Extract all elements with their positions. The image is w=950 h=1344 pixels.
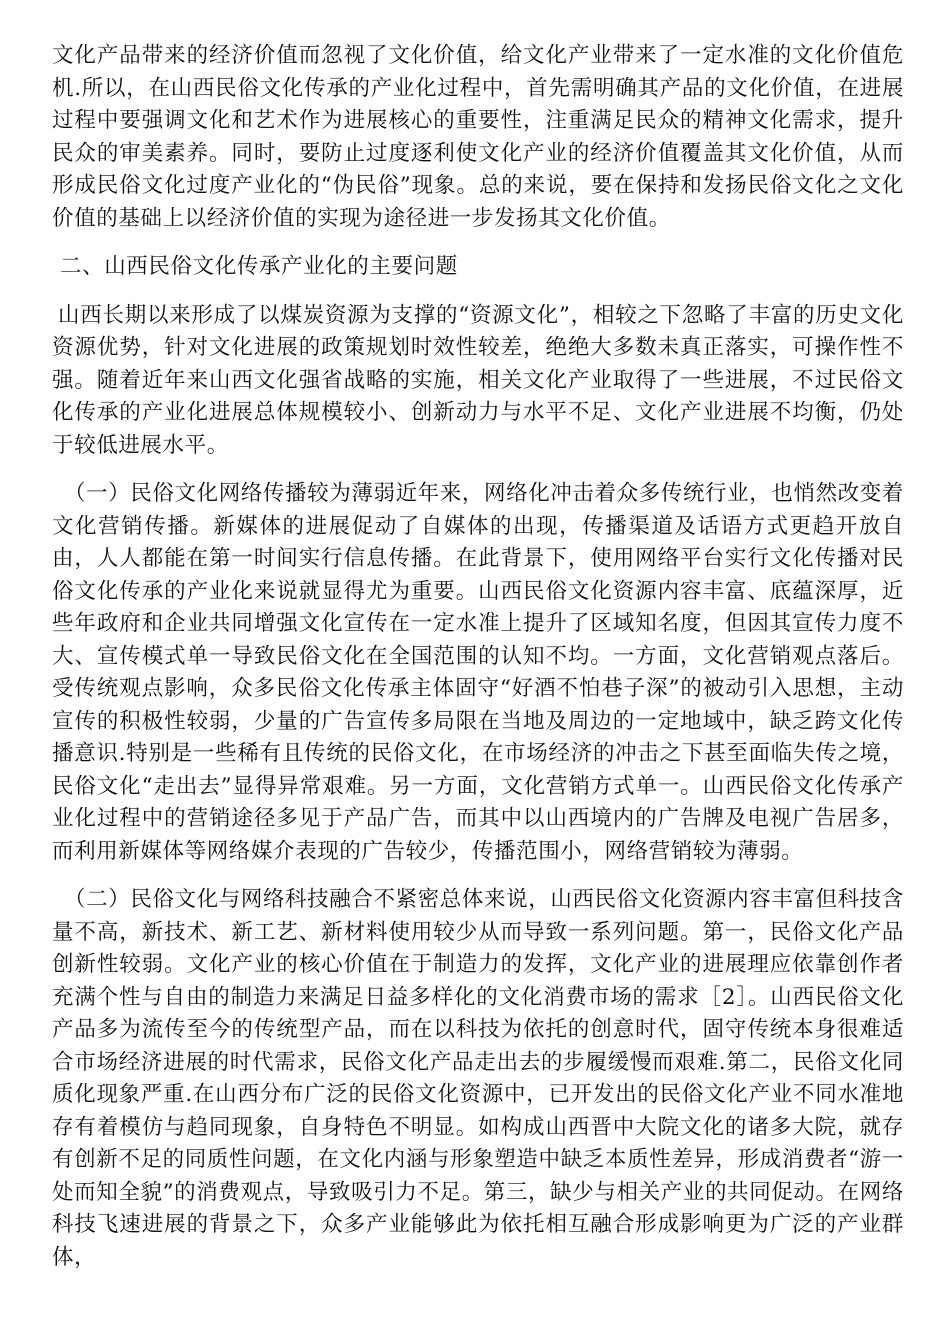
body-paragraph: （一）民俗文化网络传播较为薄弱近年来，网络化冲击着众多传统行业，也悄然改变着文化营销传播。新媒体的进展促动了自媒体的出现，传播渠道及话语方式更趋开放自由，人人都能在第一时间实行信息传播。在此背景下，使用网络平台实行文化传播对民俗文化传承的产业化来说就显得尤为重要。山西民俗文化资源内容丰富、底蕴深厚，近些年政府和企业共同增强文化宣传在一定水准上提升了区域知名度，但因其宣传力度不大、宣传模式单一导致民俗文化在全国范围的认知不均。一方面，文化营销观点落后。受传统观点影响，众多民俗文化传承主体固守“好酒不怕巷子深”的被动引入思想，主动宣传的积极性较弱，少量的广告宣传多局限在当地及周边的一定地域中，缺乏跨文化传播意识.特别是一些稀有且传统的民俗文化，在市场经济的冲击之下甚至面临失传之境，民俗文化“走出去”显得异常艰难。另一方面，文化营销方式单一。山西民俗文化传承产业化过程中的营销途径多见于产品广告，而其中以山西境内的广告牌及电视广告居多，而利用新媒体等网络媒介表现的广告较少，传播范围小，网络营销较为薄弱。 xyxy=(52,481,904,864)
section-heading: 二、山西民俗文化传承产业化的主要问题 xyxy=(60,254,458,279)
body-paragraph: 山西长期以来形成了以煤炭资源为支撑的“资源文化”，相较之下忽略了丰富的历史文化资源优势，针对文化进展的政策规划时效性较差，绝绝大多数未真正落实，可操作性不强。随着近年来山西文化强省战略的实施，相关文化产业取得了一些进展，不过民俗文化传承的产业化进展总体规模较小、创新动力与水平不足、文化产业进展不均衡，仍处于较低进展水平。 xyxy=(52,302,904,458)
body-paragraph: （二）民俗文化与网络科技融合不紧密总体来说，山西民俗文化资源内容丰富但科技含量不高，新技术、新工艺、新材料使用较少从而导致一系列问题。第一，民俗文化产品创新性较弱。文化产业的核心价值在于制造力的发挥，文化产业的进展理应依靠创作者充满个性与自由的制造力来满足日益多样化的文化消费市场的需求［2］。山西民俗文化产品多为流传至今的传统型产品，而在以科技为依托的创意时代，固守传统本身很难适合市场经济进展的时代需求，民俗文化产品走出去的步履缓慢而艰难.第二，民俗文化同质化现象严重.在山西分布广泛的民俗文化资源中，已开发出的民俗文化产业不同水准地存有着模仿与趋同现象，自身特色不明显。如构成山西晋中大院文化的诸多大院，就存有创新不足的同质性问题，在文化内涵与形象塑造中缺乏本质性差异，形成消费者“游一处而知全貌”的消费观点，导致吸引力不足。第三，缺少与相关产业的共同促动。在网络科技飞速进展的背景之下，众多产业能够此为依托相互融合形成影响更为广泛的产业群体， xyxy=(52,887,904,1270)
body-paragraph: 文化产品带来的经济价值而忽视了文化价值，给文化产业带来了一定水准的文化价值危机.所以，在山西民俗文化传承的产业化过程中，首先需明确其产品的文化价值，在进展过程中要强调文化和艺术作为进展核心的重要性，注重满足民众的精神文化需求，提升民众的审美素养。同时，要防止过度逐利使文化产业的经济价值覆盖其文化价值，从而形成民俗文化过度产业化的“伪民俗”现象。总的来说，要在保持和发扬民俗文化之文化价值的基础上以经济价值的实现为途径进一步发扬其文化价值。 xyxy=(52,43,904,231)
